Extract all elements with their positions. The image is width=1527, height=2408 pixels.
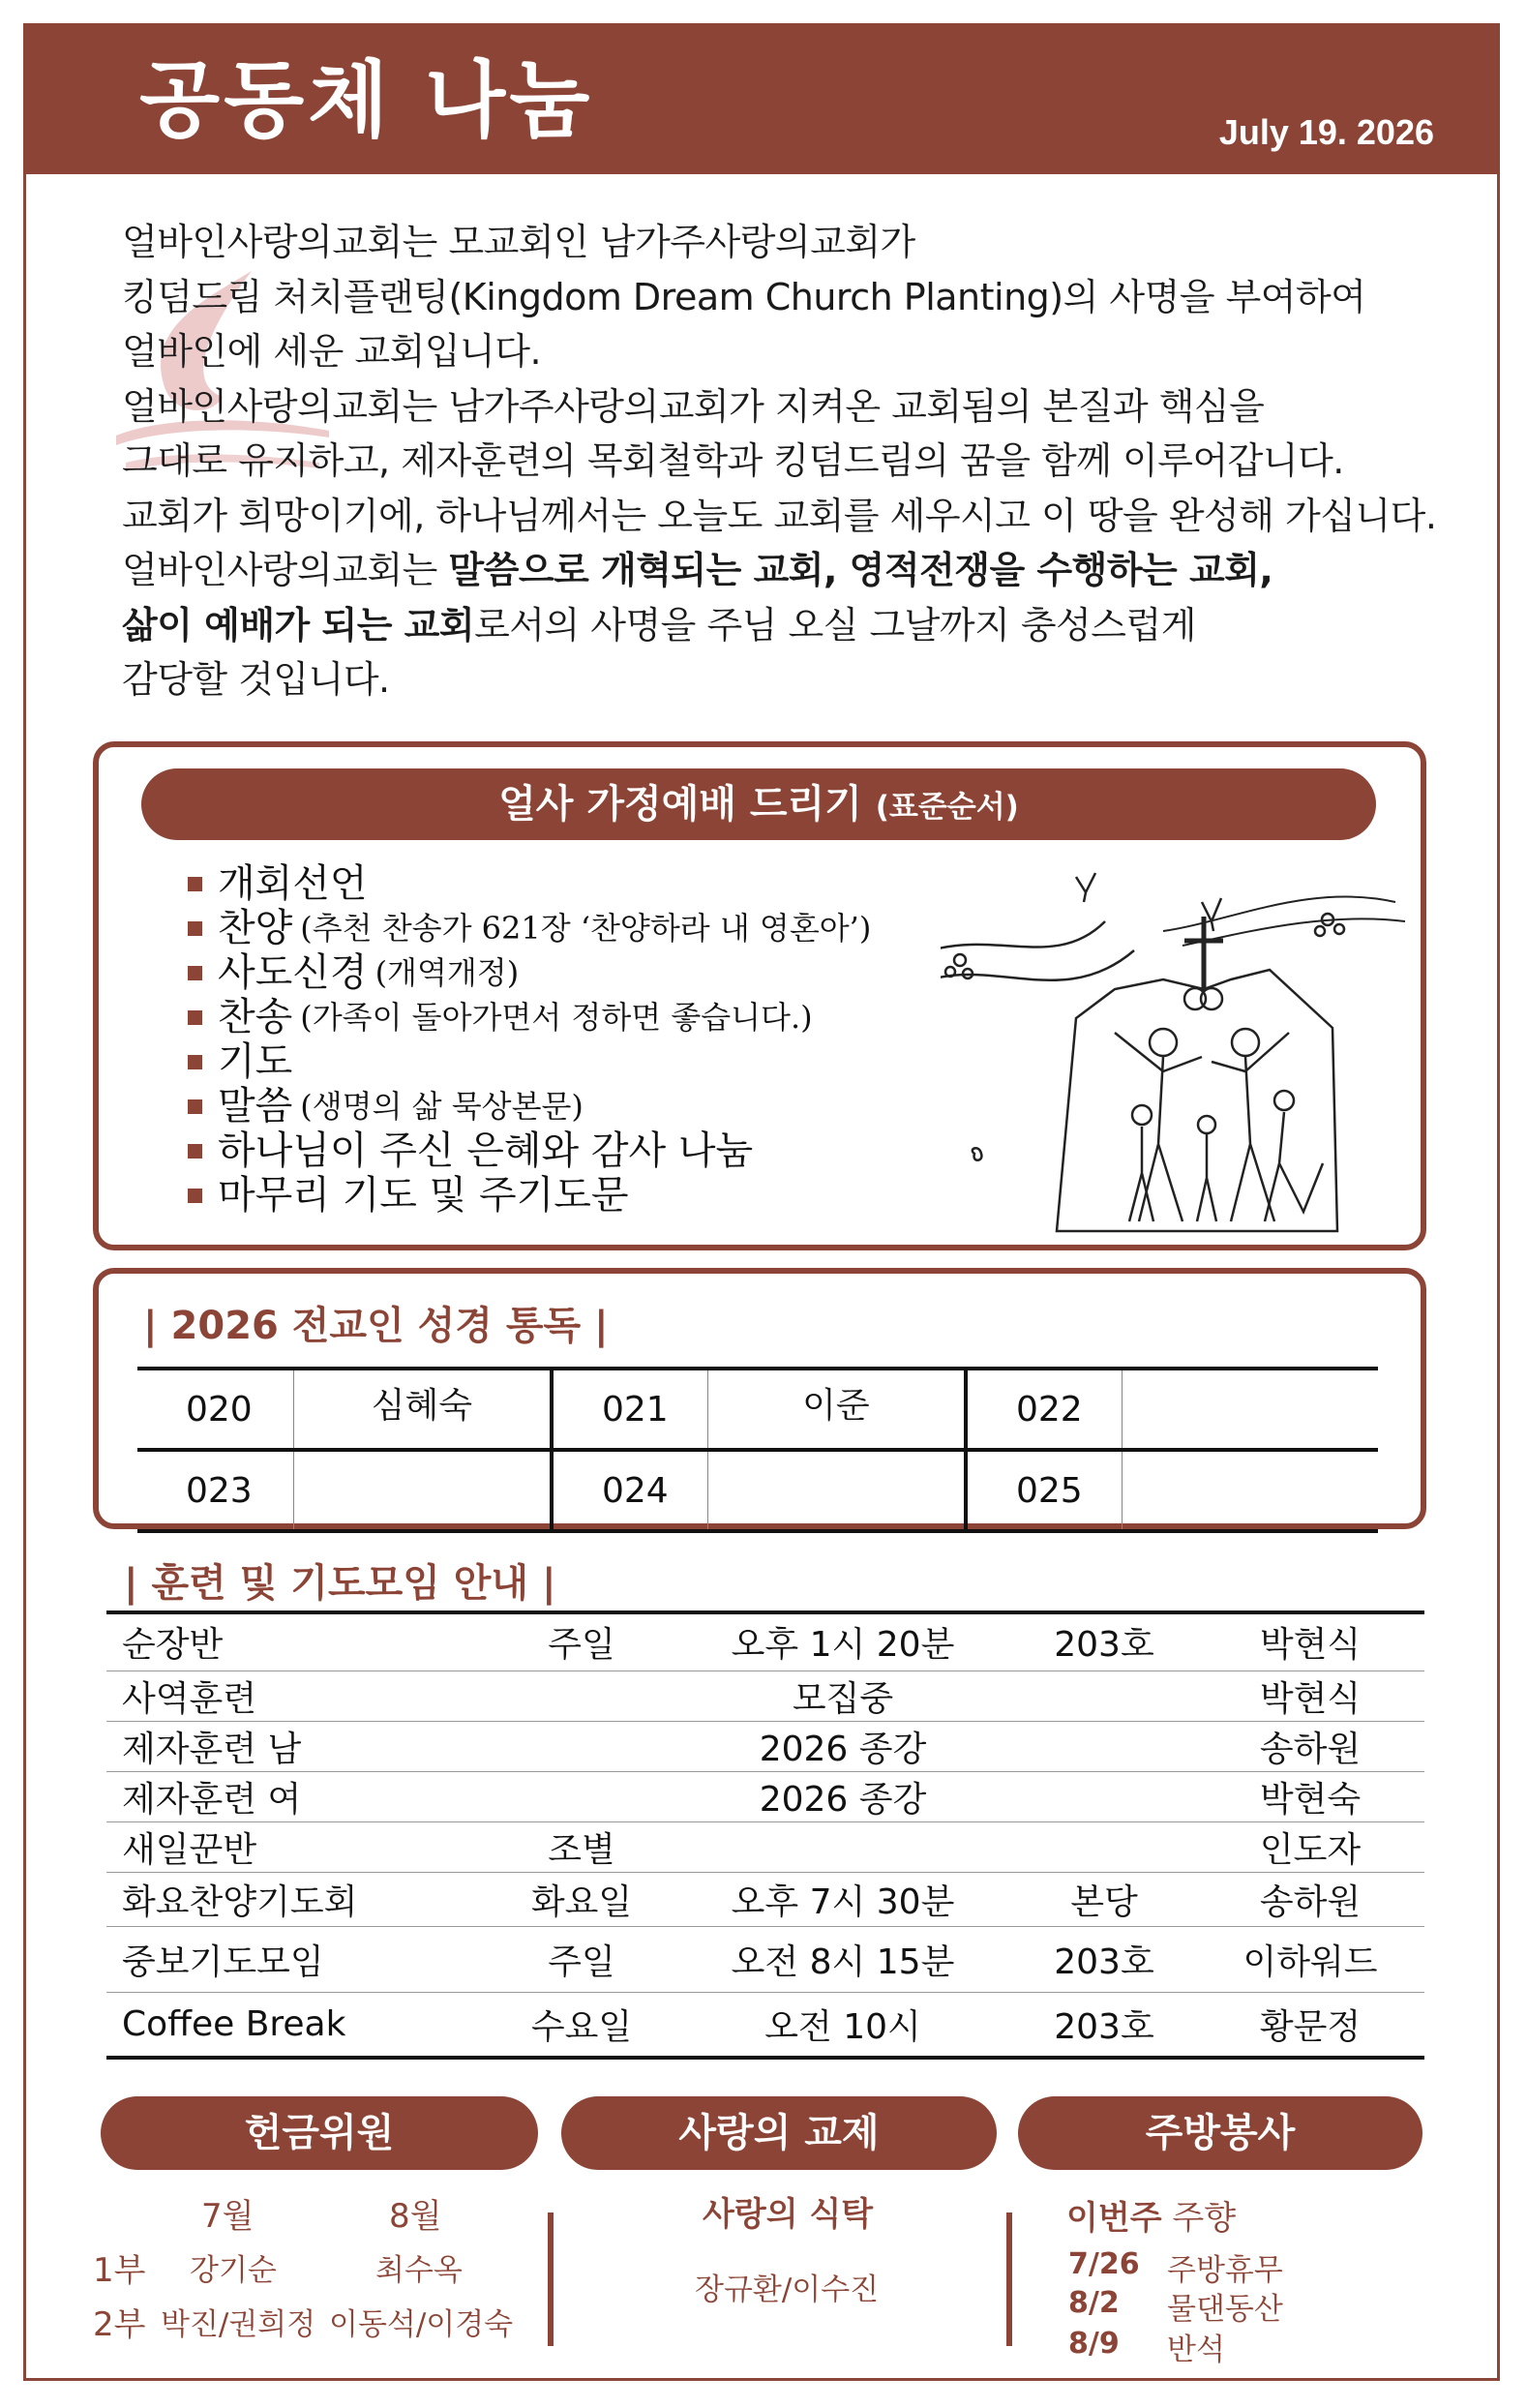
intro-line: 얼바인사랑의교회는 모교회인 남가주사랑의교회가: [122, 221, 915, 263]
kitchen-date: 8/9: [1068, 2327, 1120, 2361]
worship-title-text: 얼사 가정예배 드리기: [498, 782, 862, 827]
list-item: [188, 995, 871, 1039]
table-row: [106, 1612, 1424, 1671]
family-worship-box: [93, 741, 1426, 1250]
list-item: [188, 1084, 871, 1129]
column-divider: [1006, 2212, 1012, 2346]
meeting-day: 주일: [490, 1612, 674, 1671]
service-label: 1부: [93, 2251, 146, 2290]
worship-item-label: 사도신경: [218, 950, 368, 995]
meeting-time: 오후 1시 20분: [674, 1612, 1012, 1671]
program-name: 사역훈련: [106, 1671, 490, 1721]
month-header: 8월: [389, 2197, 442, 2236]
table-row: [106, 1771, 1424, 1821]
offering-member: 이동석/이경숙: [329, 2307, 514, 2342]
worship-item-label: 하나님이 주신 은혜와 감사 나눔: [218, 1129, 754, 1173]
meeting-place: 203호: [1012, 1992, 1196, 2058]
kitchen-service-title: 주방봉사: [1018, 2096, 1422, 2170]
list-item: [188, 906, 871, 950]
leader-name: 박현식: [1196, 1671, 1424, 1721]
reading-number: 020: [137, 1369, 293, 1450]
family-church-illustration: [941, 863, 1415, 1241]
meeting-place: [1012, 1821, 1196, 1872]
leader-name: 이하워드: [1196, 1926, 1424, 1992]
kitchen-group: 주방휴무: [1167, 2253, 1283, 2288]
this-week-kitchen: [1066, 2191, 1236, 2239]
meeting-place: [1012, 1671, 1196, 1721]
intro-emphasis: 말씀으로 개혁되는 교회, 영적전쟁을 수행하는 교회,: [448, 549, 1273, 591]
service-label: 2부: [93, 2305, 146, 2344]
training-section-title: | 훈련 및 기도모임 안내 |: [124, 1561, 556, 1606]
program-name: 제자훈련 여: [106, 1771, 490, 1821]
church-mission-text: [122, 215, 1457, 707]
fellowship-names: 장규환/이수진: [695, 2273, 880, 2307]
offering-member: 박진/권희정: [161, 2307, 316, 2342]
program-name: 중보기도모임: [106, 1926, 490, 1992]
intro-emphasis: 삶이 예배가 되는 교회: [122, 603, 475, 647]
intro-line: 얼바인에 세운 교회입니다.: [122, 330, 542, 373]
meeting-day: [490, 1721, 674, 1771]
bible-reading-box: [93, 1268, 1426, 1529]
meeting-day: [490, 1671, 674, 1721]
intro-line: 감당할 것입니다.: [122, 658, 390, 701]
square-bullet-icon: [188, 1189, 202, 1203]
worship-item-label: 찬양: [218, 906, 293, 950]
reader-name: [293, 1450, 552, 1531]
header-banner: [23, 23, 1500, 174]
program-name: 화요찬양기도회: [106, 1872, 490, 1926]
love-table-label: 사랑의 식탁: [703, 2195, 874, 2234]
square-bullet-icon: [188, 877, 202, 891]
meeting-time: 오전 8시 15분: [674, 1926, 1012, 1992]
table-row: [106, 1671, 1424, 1721]
fellowship-title: 사랑의 교제: [561, 2096, 997, 2170]
worship-item-note: (생명의 삶 묵상본문): [300, 1088, 584, 1125]
intro-line: 킹덤드림 처치플랜팅(Kingdom Dream Church Planting)의 사명을 부여하여: [122, 275, 1366, 318]
meeting-time: 2026 종강: [674, 1721, 1012, 1771]
program-name: 새일꾼반: [106, 1821, 490, 1872]
training-table: [106, 1610, 1424, 2060]
leader-name: 박현숙: [1196, 1771, 1424, 1821]
family-worship-title: [141, 768, 1376, 840]
table-row: [106, 1992, 1424, 2058]
worship-order-list: [188, 861, 871, 1218]
meeting-place: 203호: [1012, 1612, 1196, 1671]
worship-item-label: 말씀: [218, 1084, 293, 1129]
leader-name: 박현식: [1196, 1612, 1424, 1671]
offering-committee-title: 헌금위원: [101, 2096, 538, 2170]
bulletin-date: July 19. 2026: [1218, 112, 1434, 152]
reader-name: 심혜숙: [293, 1369, 552, 1450]
reading-number: 025: [966, 1450, 1122, 1531]
meeting-day: 화요일: [490, 1872, 674, 1926]
page-title: 공동체 나눔: [139, 51, 594, 149]
meeting-place: 본당: [1012, 1872, 1196, 1926]
reader-name: [1122, 1369, 1378, 1450]
month-header: 7월: [201, 2197, 254, 2236]
intro-line: [122, 543, 1457, 598]
leader-name: 송하원: [1196, 1721, 1424, 1771]
meeting-time: 오전 10시: [674, 1992, 1012, 2058]
reader-name: 이준: [707, 1369, 966, 1450]
meeting-place: 203호: [1012, 1926, 1196, 1992]
meeting-time: 모집중: [674, 1671, 1012, 1721]
intro-text: 로서의 사명을 주님 오실 그날까지 충성스럽게: [474, 603, 1196, 647]
intro-line: 그대로 유지하고, 제자훈련의 목회철학과 킹덤드림의 꿈을 함께 이루어갑니다.: [122, 439, 1344, 482]
square-bullet-icon: [188, 966, 202, 980]
square-bullet-icon: [188, 921, 202, 936]
meeting-day: 조별: [490, 1821, 674, 1872]
reading-number: 021: [552, 1369, 707, 1450]
list-item: [188, 950, 871, 995]
this-week-group: 주향: [1172, 2199, 1237, 2238]
square-bullet-icon: [188, 1144, 202, 1159]
program-name: 순장반: [106, 1612, 490, 1671]
meeting-place: [1012, 1771, 1196, 1821]
intro-line: [122, 598, 1457, 653]
program-name: Coffee Break: [106, 1992, 490, 2058]
square-bullet-icon: [188, 1055, 202, 1069]
worship-item-note: (추천 찬송가 621장 ‘찬양하라 내 영혼아’): [300, 910, 872, 947]
table-row: [137, 1369, 1378, 1450]
meeting-time: 2026 종강: [674, 1771, 1012, 1821]
meeting-place: [1012, 1721, 1196, 1771]
kitchen-group: 물댄동산: [1167, 2292, 1283, 2327]
this-week-label: 이번주: [1066, 2199, 1162, 2238]
square-bullet-icon: [188, 1010, 202, 1025]
kitchen-date: 7/26: [1068, 2247, 1140, 2281]
bible-reading-table: [137, 1367, 1378, 1533]
meeting-day: 수요일: [490, 1992, 674, 2058]
reading-number: 024: [552, 1450, 707, 1531]
list-item: [188, 1129, 871, 1173]
leader-name: 인도자: [1196, 1821, 1424, 1872]
kitchen-group: 반석: [1167, 2333, 1225, 2367]
column-divider: [548, 2212, 554, 2346]
reading-number: 022: [966, 1369, 1122, 1450]
table-row: [106, 1721, 1424, 1771]
meeting-time: [674, 1821, 1012, 1872]
meeting-time: 오후 7시 30분: [674, 1872, 1012, 1926]
list-item: [188, 1173, 871, 1218]
leader-name: 황문정: [1196, 1992, 1424, 2058]
worship-item-label: 마무리 기도 및 주기도문: [218, 1173, 629, 1218]
table-row: [137, 1450, 1378, 1531]
intro-text: 얼바인사랑의교회는: [122, 549, 449, 591]
meeting-day: [490, 1771, 674, 1821]
worship-item-note: (가족이 돌아가면서 정하면 좋습니다.): [300, 999, 813, 1036]
worship-item-note: (개역개정): [374, 954, 520, 991]
table-row: [106, 1821, 1424, 1872]
intro-line: 얼바인사랑의교회는 남가주사랑의교회가 지켜온 교회됨의 본질과 핵심을: [122, 384, 1265, 428]
leader-name: 송하원: [1196, 1872, 1424, 1926]
worship-item-label: 기도: [218, 1039, 293, 1084]
offering-member: 최수옥: [375, 2253, 463, 2288]
worship-title-note: (표준순서): [875, 790, 1019, 825]
intro-line: 교회가 희망이기에, 하나님께서는 오늘도 교회를 세우시고 이 땅을 완성해 가십니다.: [122, 494, 1437, 537]
worship-item-label: 개회선언: [218, 861, 368, 906]
reader-name: [707, 1450, 966, 1531]
square-bullet-icon: [188, 1099, 202, 1114]
kitchen-date: 8/2: [1068, 2286, 1120, 2320]
bible-reading-title: | 2026 전교인 성경 통독 |: [143, 1304, 609, 1348]
table-row: [106, 1926, 1424, 1992]
meeting-day: 주일: [490, 1926, 674, 1992]
worship-item-label: 찬송: [218, 995, 293, 1039]
reading-number: 023: [137, 1450, 293, 1531]
table-row: [106, 1872, 1424, 1926]
program-name: 제자훈련 남: [106, 1721, 490, 1771]
reader-name: [1122, 1450, 1378, 1531]
list-item: [188, 861, 871, 906]
offering-member: 강기순: [190, 2253, 277, 2288]
list-item: [188, 1039, 871, 1084]
